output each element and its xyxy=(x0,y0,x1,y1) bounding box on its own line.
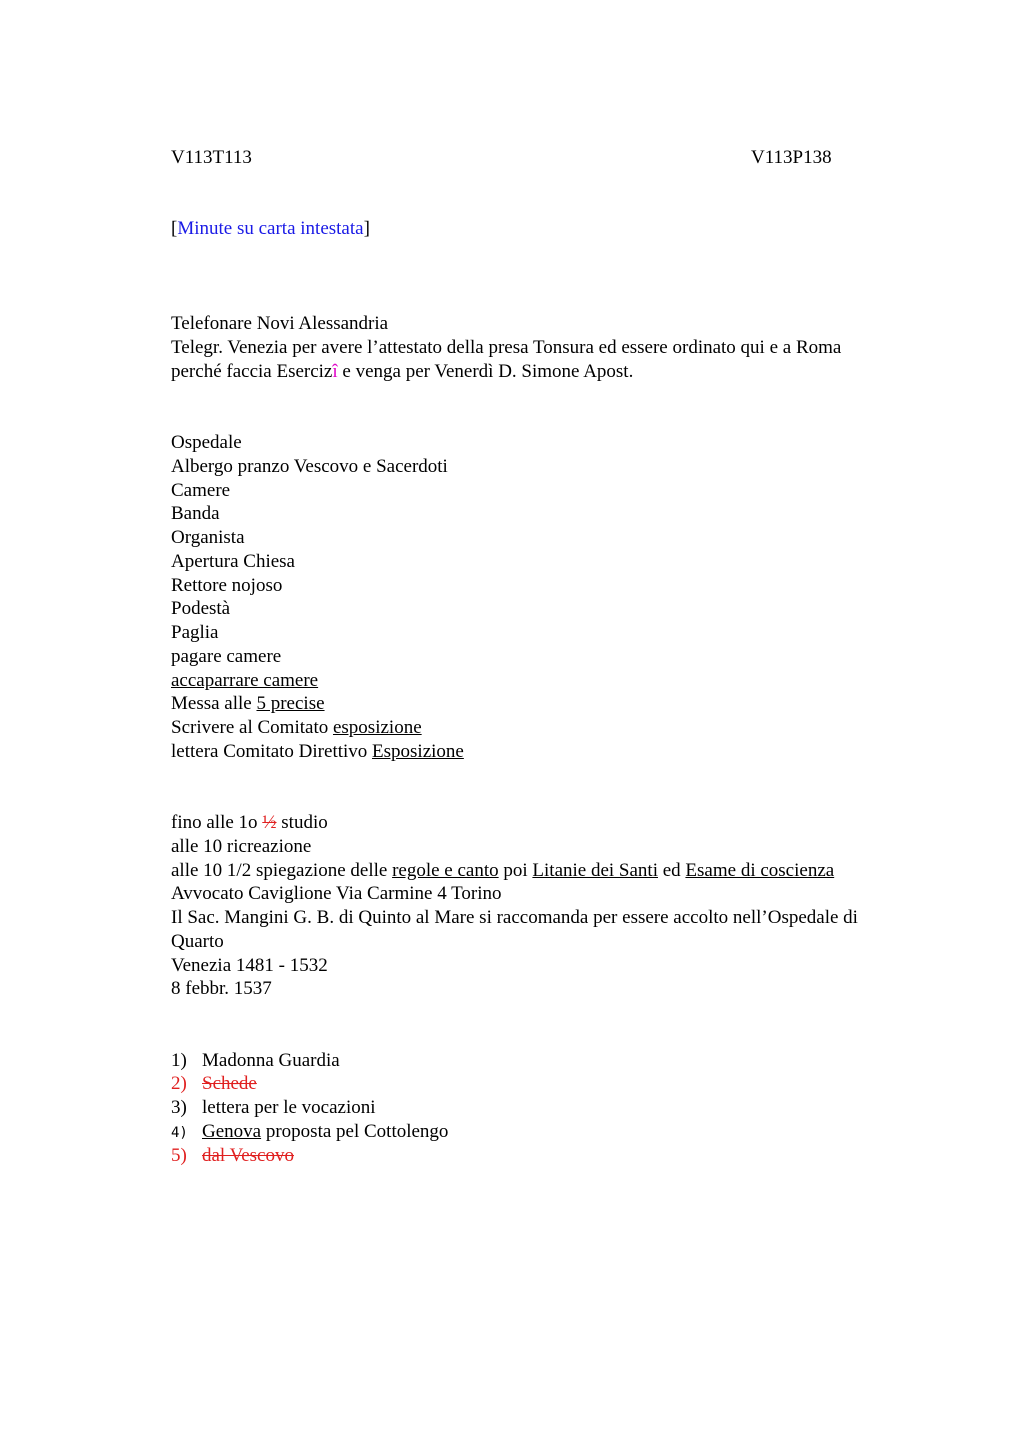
list-item: Apertura Chiesa xyxy=(171,551,295,572)
item-number: 4) xyxy=(171,1125,188,1141)
item-number: 1) xyxy=(171,1050,187,1071)
underlined-text: Esame di coscienza xyxy=(685,860,835,881)
editorial-note-text: Minute su carta intestata xyxy=(177,218,364,239)
bracket-close: ] xyxy=(363,218,370,239)
numbered-item-struck xyxy=(171,1072,257,1096)
underlined-text: 5 precise xyxy=(256,693,325,714)
text-segment: Scrivere al Comitato xyxy=(171,717,333,738)
list-item: Ospedale xyxy=(171,432,242,453)
bracket-open: [ xyxy=(171,218,178,239)
schedule-line xyxy=(171,859,834,883)
item-text: proposta pel Cottolengo xyxy=(261,1121,449,1142)
schedule-line: alle 10 ricreazione xyxy=(171,836,312,857)
list-item: Rettore nojoso xyxy=(171,575,283,596)
text-segment: alle 10 1/2 spiegazione delle xyxy=(171,860,393,881)
document-code-right: V113P138 xyxy=(751,147,832,168)
item-text: Madonna Guardia xyxy=(202,1050,340,1071)
underlined-text: Esposizione xyxy=(372,741,464,762)
list-item: Camere xyxy=(171,480,231,501)
list-item: pagare camere xyxy=(171,646,282,667)
list-item: Organista xyxy=(171,527,245,548)
item-number: 5) xyxy=(171,1145,187,1166)
list-item: Podestà xyxy=(171,598,231,619)
document-code-left: V113T113 xyxy=(171,147,252,168)
text-line xyxy=(171,360,633,384)
item-number: 3) xyxy=(171,1097,187,1118)
text-segment: fino alle 1o xyxy=(171,812,263,833)
schedule-line xyxy=(171,811,328,835)
struck-text: ½ xyxy=(262,812,277,833)
list-item xyxy=(171,740,464,764)
text-segment: Messa alle xyxy=(171,693,257,714)
numbered-item xyxy=(171,1120,448,1145)
text-segment: studio xyxy=(276,812,328,833)
underlined-text: esposizione xyxy=(332,717,422,738)
highlighted-letter: î xyxy=(332,361,338,382)
list-item: Banda xyxy=(171,503,220,524)
list-item: Albergo pranzo Vescovo e Sacerdoti xyxy=(171,456,448,477)
editorial-note xyxy=(171,217,370,241)
numbered-item-struck xyxy=(171,1144,294,1168)
text-line: Telefonare Novi Alessandria xyxy=(171,313,389,334)
item-number: 2) xyxy=(171,1073,187,1094)
list-item: accaparrare camere xyxy=(171,670,319,691)
list-item xyxy=(171,716,422,740)
numbered-item xyxy=(171,1096,376,1120)
item-text: Schede xyxy=(202,1073,257,1094)
list-item: Paglia xyxy=(171,622,219,643)
numbered-item xyxy=(171,1049,340,1073)
item-text: lettera per le vocazioni xyxy=(202,1097,376,1118)
text-line: Avvocato Caviglione Via Carmine 4 Torino xyxy=(171,883,502,904)
text-line: Telegr. Venezia per avere l’attestato della presa Tonsura ed essere ordinato qui e a Roma xyxy=(171,337,842,358)
text-segment: e venga per Venerdì D. Simone Apost. xyxy=(337,361,634,382)
text-segment: ed xyxy=(657,860,686,881)
underlined-text: Litanie dei Santi xyxy=(532,860,658,881)
text-segment: lettera Comitato Direttivo xyxy=(171,741,373,762)
text-line: Quarto xyxy=(171,931,224,952)
underlined-text: Genova xyxy=(202,1121,262,1142)
text-line: Venezia 1481 - 1532 xyxy=(171,955,328,976)
list-item xyxy=(171,692,325,716)
text-segment: perché faccia Eserciz xyxy=(171,361,333,382)
underlined-text: regole e canto xyxy=(392,860,499,881)
text-segment: poi xyxy=(498,860,533,881)
text-line: Il Sac. Mangini G. B. di Quinto al Mare si raccomanda per essere accolto nell’Ospedale di xyxy=(171,907,858,928)
item-text: dal Vescovo xyxy=(202,1145,294,1166)
text-line: 8 febbr. 1537 xyxy=(171,978,272,999)
